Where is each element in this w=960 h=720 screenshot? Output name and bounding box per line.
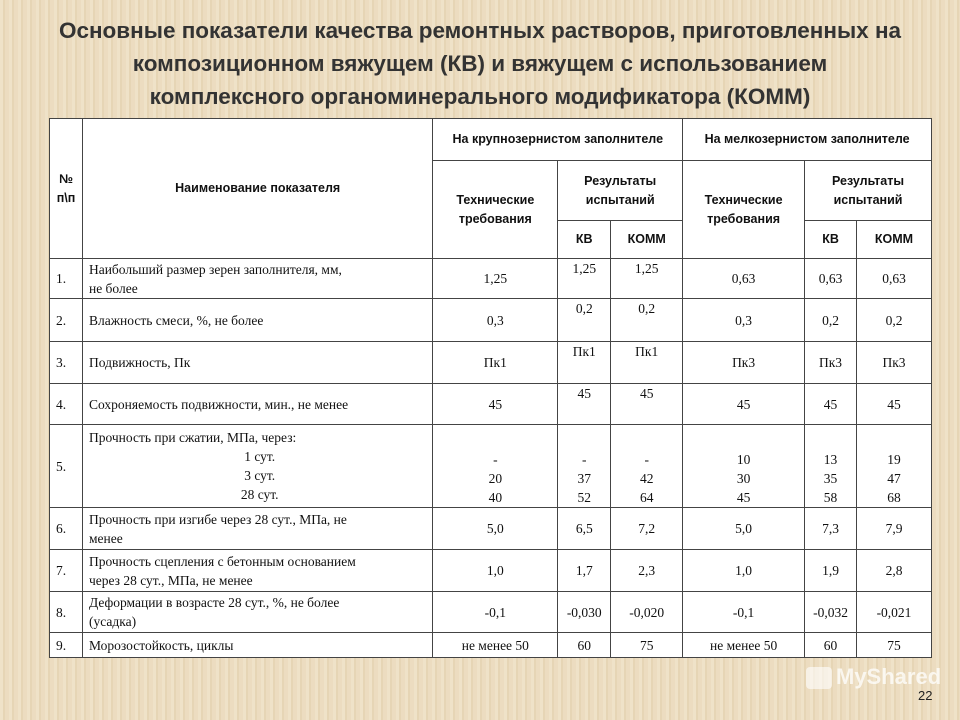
value-cell: 1,25 (558, 259, 611, 299)
name-line: через 28 сут., МПа, не менее (88, 572, 253, 588)
header-komm-coarse: КОММ (611, 221, 683, 259)
indicator-name (82, 259, 432, 299)
indicator-name (82, 425, 432, 508)
value-cell: Пк3 (857, 342, 932, 384)
value-cell: -0,021 (857, 592, 932, 633)
value-line: - (493, 452, 498, 467)
value-line: 42 (639, 471, 654, 486)
value-cell: Пк1 (433, 342, 558, 384)
table-row (50, 425, 932, 508)
slide-title (0, 14, 960, 113)
indicator-name (82, 550, 432, 592)
value-cell: 7,2 (611, 508, 683, 550)
value-cell: 45 (433, 384, 558, 425)
value-cell: 1,7 (558, 550, 611, 592)
table-body (50, 259, 932, 658)
value-cell: -0,020 (611, 592, 683, 633)
indicator-name (82, 299, 432, 342)
indicator-name (82, 633, 432, 658)
value-cell: -0,1 (683, 592, 805, 633)
value-line: 64 (639, 490, 654, 505)
value-cell (683, 425, 805, 508)
value-cell: 45 (683, 384, 805, 425)
header-name: Наименование показателя (82, 119, 432, 259)
value-cell: 1,9 (805, 550, 857, 592)
value-cell: 7,9 (857, 508, 932, 550)
value-cell: не менее 50 (683, 633, 805, 658)
value-cell: Пк1 (611, 342, 683, 384)
value-cell: 75 (857, 633, 932, 658)
quality-table (49, 118, 932, 658)
value-cell: 45 (857, 384, 932, 425)
value-cell: не менее 50 (433, 633, 558, 658)
row-number: 3. (50, 342, 83, 384)
name-subline: 1 сут. (244, 449, 276, 464)
row-number: 8. (50, 592, 83, 633)
header-kv-fine: КВ (805, 221, 857, 259)
value-cell: 0,2 (805, 299, 857, 342)
header-fine: На мелкозернистом заполнителе (683, 119, 932, 161)
value-line: 68 (887, 490, 901, 505)
value-cell: 45 (805, 384, 857, 425)
value-cell: 6,5 (558, 508, 611, 550)
value-cell: 0,63 (857, 259, 932, 299)
value-line: 13 (823, 452, 838, 467)
value-line: 37 (577, 471, 591, 486)
watermark-text: MyShared (836, 664, 942, 689)
name-line: Влажность смеси, %, не более (88, 312, 264, 328)
myshared-logo-icon (806, 667, 832, 689)
name-line: (усадка) (88, 614, 137, 629)
value-cell: -0,032 (805, 592, 857, 633)
table-row (50, 384, 932, 425)
value-line: 45 (736, 490, 751, 505)
table-row (50, 633, 932, 658)
name-line: Прочность при изгибе через 28 сут., МПа, не (88, 511, 347, 527)
value-line: 35 (823, 471, 838, 486)
table-row (50, 550, 932, 592)
row-number: 6. (50, 508, 83, 550)
row-number: 2. (50, 299, 83, 342)
value-cell: -0,030 (558, 592, 611, 633)
header-tech-fine: Технические требования (683, 161, 805, 259)
value-cell: 60 (805, 633, 857, 658)
header-tech-coarse: Технические требования (433, 161, 558, 259)
name-line: Наибольший размер зерен заполнителя, мм, (88, 261, 342, 277)
value-cell: 0,63 (683, 259, 805, 299)
name-subline: 28 сут. (240, 487, 279, 502)
value-line: 47 (887, 471, 901, 486)
value-cell: 1,0 (433, 550, 558, 592)
value-cell (611, 425, 683, 508)
name-line: не более (88, 280, 138, 296)
table-row (50, 299, 932, 342)
header-results-fine: Результаты испытаний (805, 161, 932, 221)
name-line: Сохроняемость подвижности, мин., не менее (88, 396, 349, 412)
value-cell: 1,25 (433, 259, 558, 299)
row-number: 9. (50, 633, 83, 658)
value-cell: 2,3 (611, 550, 683, 592)
value-cell: 0,63 (805, 259, 857, 299)
row-number: 5. (50, 425, 83, 508)
header-komm-fine: КОММ (857, 221, 932, 259)
value-cell (857, 425, 932, 508)
title-line: комплексного органоминерального модификатора (КОММ) (149, 84, 811, 109)
value-cell: Пк1 (558, 342, 611, 384)
value-line: - (644, 452, 649, 467)
value-cell (805, 425, 857, 508)
header-coarse: На крупнозернистом заполнителе (433, 119, 683, 161)
table-row (50, 259, 932, 299)
header-num: № п\п (50, 119, 83, 259)
value-cell: 45 (558, 384, 611, 425)
value-cell: 0,3 (433, 299, 558, 342)
indicator-name (82, 592, 432, 633)
row-number: 7. (50, 550, 83, 592)
value-cell: 0,2 (558, 299, 611, 342)
row-number: 1. (50, 259, 83, 299)
name-line: Морозостойкость, циклы (88, 637, 234, 653)
header-results-coarse: Результаты испытаний (558, 161, 683, 221)
value-line: 40 (488, 490, 503, 505)
indicator-name (82, 508, 432, 550)
table-row (50, 508, 932, 550)
header-kv-coarse: КВ (558, 221, 611, 259)
value-cell: 2,8 (857, 550, 932, 592)
name-line: Деформации в возрасте 28 сут., %, не более (88, 595, 340, 610)
indicator-name (82, 384, 432, 425)
indicator-name (82, 342, 432, 384)
value-cell: 60 (558, 633, 611, 658)
value-line: - (582, 452, 587, 467)
value-cell (433, 425, 558, 508)
name-line: менее (88, 530, 123, 546)
value-line: 58 (823, 490, 838, 505)
name-subline: 3 сут. (244, 468, 276, 483)
watermark-logo (806, 664, 941, 690)
value-cell: 5,0 (433, 508, 558, 550)
value-cell: Пк3 (805, 342, 857, 384)
value-cell (558, 425, 611, 508)
value-cell: 0,3 (683, 299, 805, 342)
name-line: Прочность сцепления с бетонным основанием (88, 553, 356, 569)
value-cell: 0,2 (611, 299, 683, 342)
value-line: 19 (887, 452, 901, 467)
value-cell: 1,25 (611, 259, 683, 299)
value-cell: Пк3 (683, 342, 805, 384)
value-cell: -0,1 (433, 592, 558, 633)
name-line: Подвижность, Пк (88, 355, 191, 370)
table-row (50, 592, 932, 633)
value-cell: 45 (611, 384, 683, 425)
value-line: 30 (736, 471, 751, 486)
name-line: Прочность при сжатии, МПа, через: (88, 430, 297, 445)
value-cell: 5,0 (683, 508, 805, 550)
value-line: 52 (577, 490, 591, 505)
value-line: 10 (736, 452, 751, 467)
page-number: 22 (918, 688, 933, 703)
row-number: 4. (50, 384, 83, 425)
title-line: Основные показатели качества ремонтных растворов, приготовленных на (58, 18, 902, 43)
value-cell: 0,2 (857, 299, 932, 342)
title-line: композиционном вяжущем (КВ) и вяжущем с использованием (132, 51, 828, 76)
value-line: 20 (488, 471, 503, 486)
value-cell: 7,3 (805, 508, 857, 550)
value-cell: 75 (611, 633, 683, 658)
table-row (50, 342, 932, 384)
value-cell: 1,0 (683, 550, 805, 592)
